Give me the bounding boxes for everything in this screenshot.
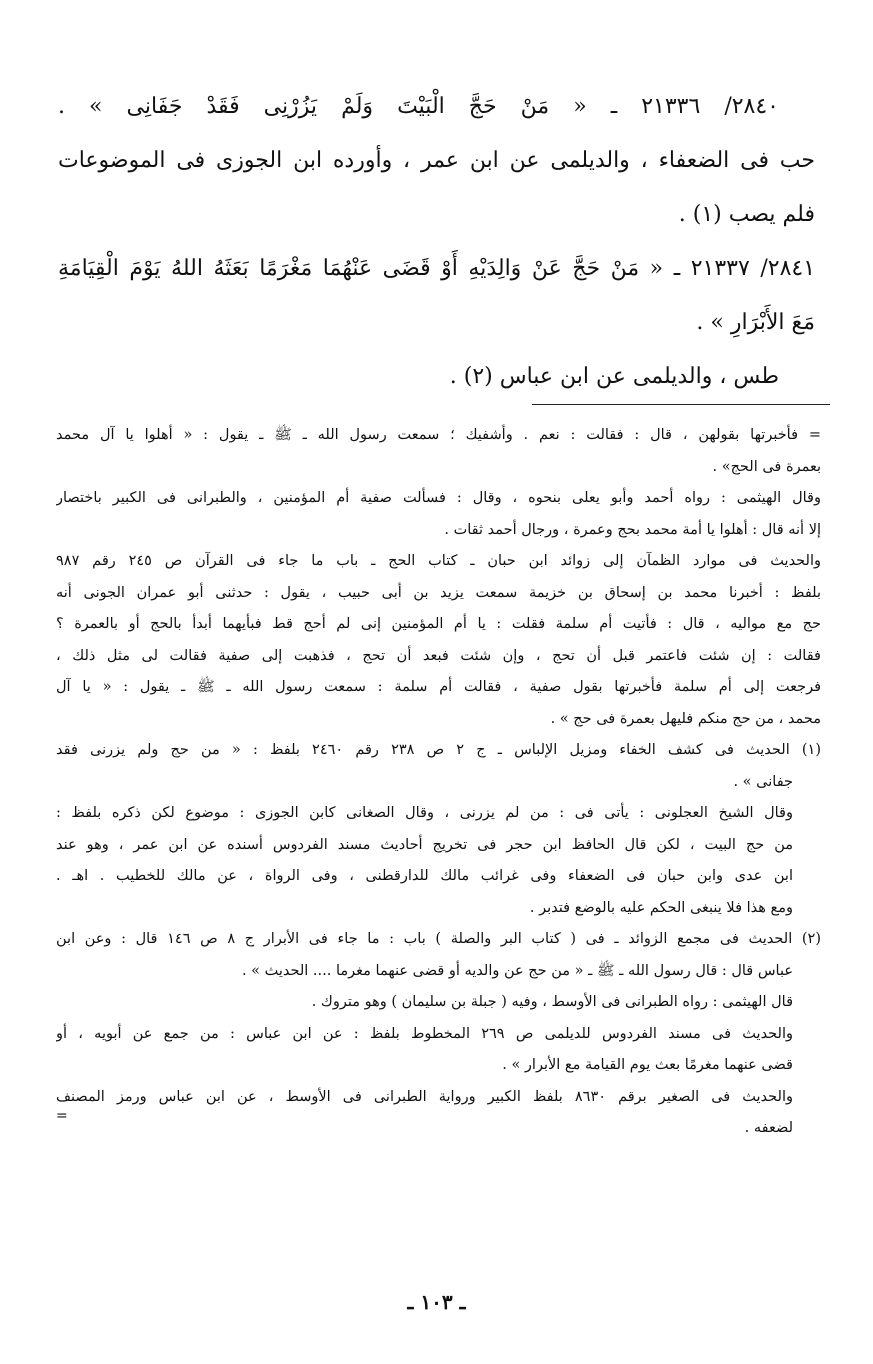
footnote-line: والحديث فى موارد الظمآن إلى زوائد ابن حبان ـ كتاب الحج ـ باب ما جاء فى القرآن ص ٢٤٥ رقم ٩٨٧: [56, 553, 821, 569]
footnote-2-line: [56, 1113, 821, 1145]
footnote-2-line: والحديث فى مسند الفردوس للديلمى ص ٢٦٩ المخطوط بلفظ : عن ابن عباس : من جمع عن أبويه ، أو: [56, 1025, 793, 1042]
page-number: ـ ١٠٣ ـ: [407, 1290, 466, 1314]
footnote-line: وقال الهيثمى : رواه أحمد وأبو يعلى بنحوه ، وقال : فسألت صفية أم المؤمنين ، والطبرانى فى الكبير باختصار: [56, 490, 821, 506]
footnote-line: فقالت : إن شئت فاعتمر قبل أن تحج ، وإن شئت فبعد أن تحج ، فذهبت إلى صفية فقالت لى مثل ذلك ،: [56, 647, 821, 664]
footnote-2-line: عباس قال : قال رسول الله ـ ﷺ ـ « من حج عن والديه أو قضى عنهما مغرما .... الحديث » .: [241, 962, 793, 979]
footnote-1-line: وقال الشيخ العجلونى : يأتى فى : من لم يزرنى ، وقال الصغانى كابن الجوزى : موضوع لكن ذكره بلفظ :: [56, 805, 793, 821]
footnote-line: بعمرة فى الحج» .: [712, 458, 821, 475]
footnote-line: إلا أنه قال : أهلوا يا أمة محمد بحج وعمرة ، ورجال أحمد ثقات .: [444, 521, 821, 538]
footnote-line: بلفظ : أخبرنا محمد بن إسحاق بن خزيمة سمعت يزيد بن أبى حبيب ، يقول : حدثنى أبو عمران الجونى أنه: [56, 584, 821, 601]
footnote-line: فرجعت إلى أم سلمة فأخبرتها بقول صفية ، فقالت أم سلمة : سمعت رسول الله ـ ﷺ ـ يقول : « يا آل: [56, 679, 821, 695]
footnote-1-line: جفانى » .: [733, 773, 793, 790]
footnote-separator: [532, 404, 830, 405]
footnote-line: حج مع مواليه ، قال : فأتيت أم سلمة فقلت : يا أم المؤمنين إنى لم أحج قط فبأيهما أبدأ بالحج أو بالعمرة ؟: [56, 616, 821, 632]
hadith-2840-source-end: فلم يصب (١) .: [678, 202, 815, 227]
footnote-1-line: ومع هذا فلا ينبغى الحكم عليه بالوضع فتدبر .: [529, 899, 793, 916]
footnote-1-line: (١) الحديث فى كشف الخفاء ومزيل الإلباس ـ ج ٢ ص ٢٣٨ رقم ٢٤٦٠ بلفظ : « من حج ولم يزرنى فقد: [56, 742, 821, 758]
hadith-2841-line: ٢٨٤١/ ٢١٣٣٧ ـ « مَنْ حَجَّ عَنْ وَالِدَيْهِ أَوْ قَضَى عَنْهُمَا مَغْرَمًا بَعَثَهُ اللهُ يَوْمَ الْقِيَامَةِ: [58, 256, 815, 281]
hadith-2841-line-end: مَعَ الأَبْرَارِ » .: [696, 310, 815, 335]
footnote-line: = فأخبرتها بقولهن ، قال : فقالت : نعم . وأشفيك ؛ سمعت رسول الله ـ ﷺ ـ يقول : « أهلوا يا آل محمد: [56, 427, 821, 443]
footnotes: [56, 420, 821, 1145]
main-text: [58, 80, 815, 404]
footnote-1-line: من حج البيت ، لكن قال الحافظ ابن حجر فى تخريج أحاديث مسند الفردوس أسنده عن ابن عمر ، وهو عند: [56, 836, 793, 853]
footnote-2-line: (٢) الحديث فى مجمع الزوائد ـ فى ( كتاب البر والصلة ) باب : ما جاء فى الأبرار ج ٨ ص ١٤٦ قال : وعن ابن: [56, 931, 821, 947]
hadith-2841-source: طس ، والديلمى عن ابن عباس (٢) .: [449, 364, 779, 389]
footnote-line: محمد ، من حج منكم فليهل بعمرة فى حج » .: [550, 710, 821, 727]
continuation-mark: =: [56, 1113, 68, 1124]
footnote-2-line: قال الهيثمى : رواه الطبرانى فى الأوسط ، وفيه ( جبلة بن سليمان ) وهو متروك .: [311, 994, 793, 1010]
footnote-2-line: قضى عنهما مغرمًا بعث يوم القيامة مع الأبرار » .: [502, 1057, 793, 1073]
footnote-1-line: ابن عدى وابن حبان فى الضعفاء وفى غرائب مالك للدارقطنى ، وفى الرواة ، عن مالك للخطيب . اهـ .: [56, 868, 793, 884]
footnote-2-last-text: لضعفه .: [744, 1120, 793, 1136]
hadith-2840-source: حب فى الضعفاء ، والديلمى عن ابن عمر ، وأورده ابن الجوزى فى الموضوعات: [58, 148, 815, 173]
footnote-2-line: والحديث فى الصغير برقم ٨٦٣٠ بلفظ الكبير ورواية الطبرانى فى الأوسط ، عن ابن عباس ورمز المصنف: [56, 1088, 793, 1105]
hadith-2840-line: ٢٨٤٠/ ٢١٣٣٦ ـ « مَنْ حَجَّ الْبَيْتَ وَلَمْ يَزُرْنِى فَقَدْ جَفَانِى » .: [58, 94, 779, 119]
